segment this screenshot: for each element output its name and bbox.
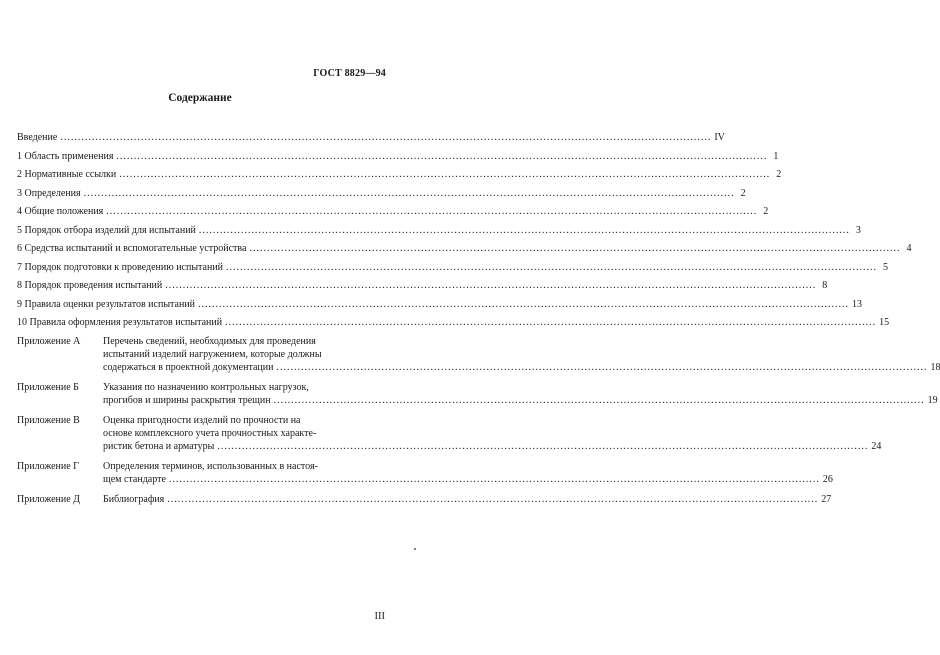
dot-leader (249, 242, 900, 255)
appendix-page: 27 (821, 493, 832, 505)
appendix-title (103, 414, 881, 453)
dot-leader (274, 394, 925, 407)
dot-leader (106, 205, 757, 218)
appendix-title-line: Библиография (103, 493, 165, 505)
appendix-label: Приложение В (17, 414, 80, 426)
appendix-page: 24 (871, 440, 882, 452)
scan-speck (414, 548, 416, 550)
appendix-title-line: Определения терминов, использованных в настоя- (103, 460, 318, 472)
toc-entry-page: 15 (879, 317, 890, 328)
appendix-title-last-line (103, 394, 938, 407)
appendix-label: Приложение Г (17, 460, 79, 472)
appendix-title-line: основе комплексного учета прочностных характе- (103, 427, 317, 439)
appendix-title (103, 493, 831, 506)
dot-leader (165, 279, 816, 292)
toc-entry (17, 298, 863, 311)
dot-leader (116, 150, 767, 163)
appendix-entry-v (17, 414, 882, 453)
toc-entry (17, 224, 861, 237)
toc-entry-page: 8 (822, 280, 828, 291)
toc-entry-label: 8 Порядок проведения испытаний (17, 280, 163, 291)
toc-entry (17, 242, 912, 255)
dot-leader (276, 361, 927, 374)
toc-entry (17, 168, 782, 181)
appendix-title-line: щем стандарте (103, 473, 166, 485)
appendix-label: Приложение Д (17, 493, 80, 505)
appendix-title-line: Указания по назначению контрольных нагрузок, (103, 381, 309, 393)
toc-entry-page: 2 (740, 187, 746, 199)
toc-entry-label: 2 Нормативные ссылки (17, 169, 117, 180)
dot-leader (60, 131, 711, 144)
toc-entry-label: Введение (17, 132, 58, 143)
toc-entry (17, 279, 828, 292)
dot-leader (167, 493, 818, 506)
toc-entry-label: 1 Область применения (17, 150, 114, 162)
toc-entry-label: 9 Правила оценки результатов испытаний (17, 298, 196, 310)
appendix-page: 19 (927, 394, 938, 406)
appendix-title-line: прогибов и ширины раскрытия трещин (103, 394, 271, 406)
dot-leader (225, 316, 876, 329)
appendix-title (103, 460, 833, 486)
appendix-title (103, 335, 940, 374)
toc-entry-label: 3 Определения (17, 187, 81, 199)
toc-entry-page: 13 (852, 298, 863, 310)
toc-entry-label: 10 Правила оформления результатов испытаний (17, 317, 223, 328)
dot-leader (84, 187, 735, 200)
appendix-page: 26 (822, 473, 833, 485)
toc-entry-page: 2 (763, 206, 769, 217)
appendix-label: Приложение Б (17, 381, 79, 393)
toc-entry-page: 5 (883, 261, 889, 273)
table-of-contents (17, 131, 940, 513)
appendix-entry-b (17, 381, 938, 407)
dot-leader (226, 261, 877, 274)
appendix-title-last-line (103, 440, 881, 453)
toc-entry-page: IV (714, 132, 725, 143)
dot-leader (217, 440, 868, 453)
toc-entry-page: 3 (855, 224, 861, 236)
appendix-title-line: Перечень сведений, необходимых для проведения (103, 335, 316, 347)
appendix-title-last-line (103, 493, 831, 506)
toc-entry (17, 150, 779, 163)
toc-entry-page: 4 (906, 243, 912, 254)
dot-leader (169, 473, 820, 486)
toc-entry-label: 7 Порядок подготовки к проведению испытаний (17, 261, 224, 273)
appendix-title-last-line (103, 473, 833, 486)
toc-entry (17, 205, 769, 218)
toc-entry-label: 5 Порядок отбора изделий для испытаний (17, 224, 196, 236)
dot-leader (119, 168, 770, 181)
appendix-title (103, 381, 938, 407)
toc-entry (17, 261, 889, 274)
appendix-entry-a (17, 335, 940, 374)
appendix-title-last-line (103, 361, 940, 374)
dot-leader (199, 224, 850, 237)
dot-leader (198, 298, 849, 311)
appendix-title-line: ристик бетона и арматуры (103, 440, 215, 452)
appendix-entry-d (17, 493, 832, 506)
toc-entry (17, 316, 890, 329)
appendix-page: 18 (930, 361, 940, 373)
page-number: III (374, 611, 385, 622)
contents-title: Содержание (168, 92, 232, 104)
document-standard-code: ГОСТ 8829—94 (313, 68, 386, 79)
toc-entry-page: 2 (776, 169, 782, 180)
toc-entry (17, 187, 746, 200)
appendix-title-line: содержаться в проектной документации (103, 361, 274, 373)
toc-entry (17, 131, 725, 144)
appendix-title-line: Оценка пригодности изделий по прочности на (103, 414, 301, 426)
toc-entry-label: 4 Общие положения (17, 206, 104, 217)
appendix-title-line: испытаний изделий нагружением, которые должны (103, 348, 322, 360)
appendix-label: Приложение А (17, 335, 81, 347)
toc-entry-label: 6 Средства испытаний и вспомогательные устройства (17, 243, 247, 254)
toc-entry-page: 1 (773, 150, 779, 162)
appendix-entry-g (17, 460, 833, 486)
